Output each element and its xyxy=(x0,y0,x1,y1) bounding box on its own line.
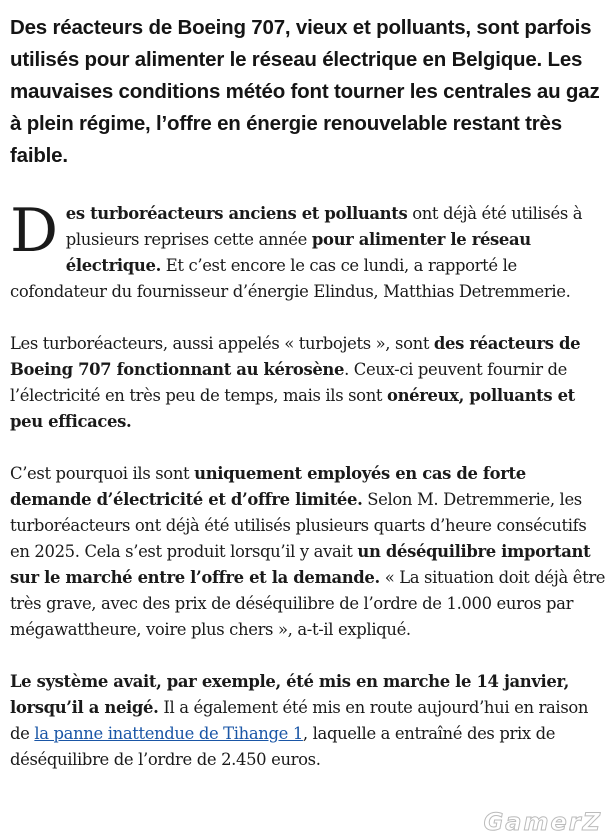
bold-text: un déséquilibre important sur le marché entre l’offre et la demande. xyxy=(10,542,591,587)
body-text: Les turboréacteurs, aussi appelés « turbojets », sont xyxy=(10,334,434,353)
body-text: Et c’est encore le cas ce lundi, a rapporté le cofondateur du fournisseur d’énergie Elindus, Matthias Detremmerie. xyxy=(10,256,571,301)
bold-text: pour alimenter le réseau électrique. xyxy=(65,230,531,275)
paragraph-4 xyxy=(10,669,606,773)
article xyxy=(10,0,606,773)
body-text: Il a également été mis en route aujourd’hui en raison de xyxy=(10,698,589,743)
bold-text: onéreux, polluants et peu efficaces. xyxy=(10,386,575,431)
drop-cap: D xyxy=(10,196,58,266)
paragraph-2 xyxy=(10,331,606,435)
tihange-link[interactable]: la panne inattendue de Tihange 1 xyxy=(34,724,303,743)
article-lead: Des réacteurs de Boeing 707, vieux et polluants, sont parfois utilisés pour alimenter le réseau électrique en Belgique. Les mauvaises conditions météo font tourner les centrales au gaz à plein régime, l’offre en énergie renouvelable restant très faible. xyxy=(10,16,600,167)
body-text: . Ceux-ci peuvent fournir de l’électricité en très peu de temps, mais ils sont xyxy=(10,360,568,405)
body-text: Selon M. Detremmerie, les turboréacteurs ont déjà été utilisés plusieurs quarts d’heure consécutifs en 2025. Cela s’est produit lorsqu’il y avait xyxy=(10,490,587,561)
body-text: « La situation doit déjà être très grave, avec des prix de déséquilibre de l’ordre de 1.000 euros par mégawattheure, voire plus chers », a-t-il expliqué. xyxy=(10,568,606,639)
bold-text: Le système avait, par exemple, été mis en marche le 14 janvier, lorsqu’il a neigé. xyxy=(10,672,569,717)
body-text: ont déjà été utilisés à plusieurs reprises cette année xyxy=(65,204,583,249)
paragraph-3 xyxy=(10,461,606,643)
bold-text: des réacteurs de Boeing 707 fonctionnant au kérosène xyxy=(10,334,581,379)
bold-text: es turboréacteurs anciens et polluants xyxy=(65,204,408,223)
bold-text: uniquement employés en cas de forte demande d’électricité et d’offre limitée. xyxy=(10,464,526,509)
paragraph-1 xyxy=(10,196,606,305)
body-text: , laquelle a entraîné des prix de déséquilibre de l’ordre de 2.450 euros. xyxy=(10,724,556,769)
body-text: C’est pourquoi ils sont xyxy=(10,464,195,483)
watermark-logo: GamerZ xyxy=(483,808,602,836)
